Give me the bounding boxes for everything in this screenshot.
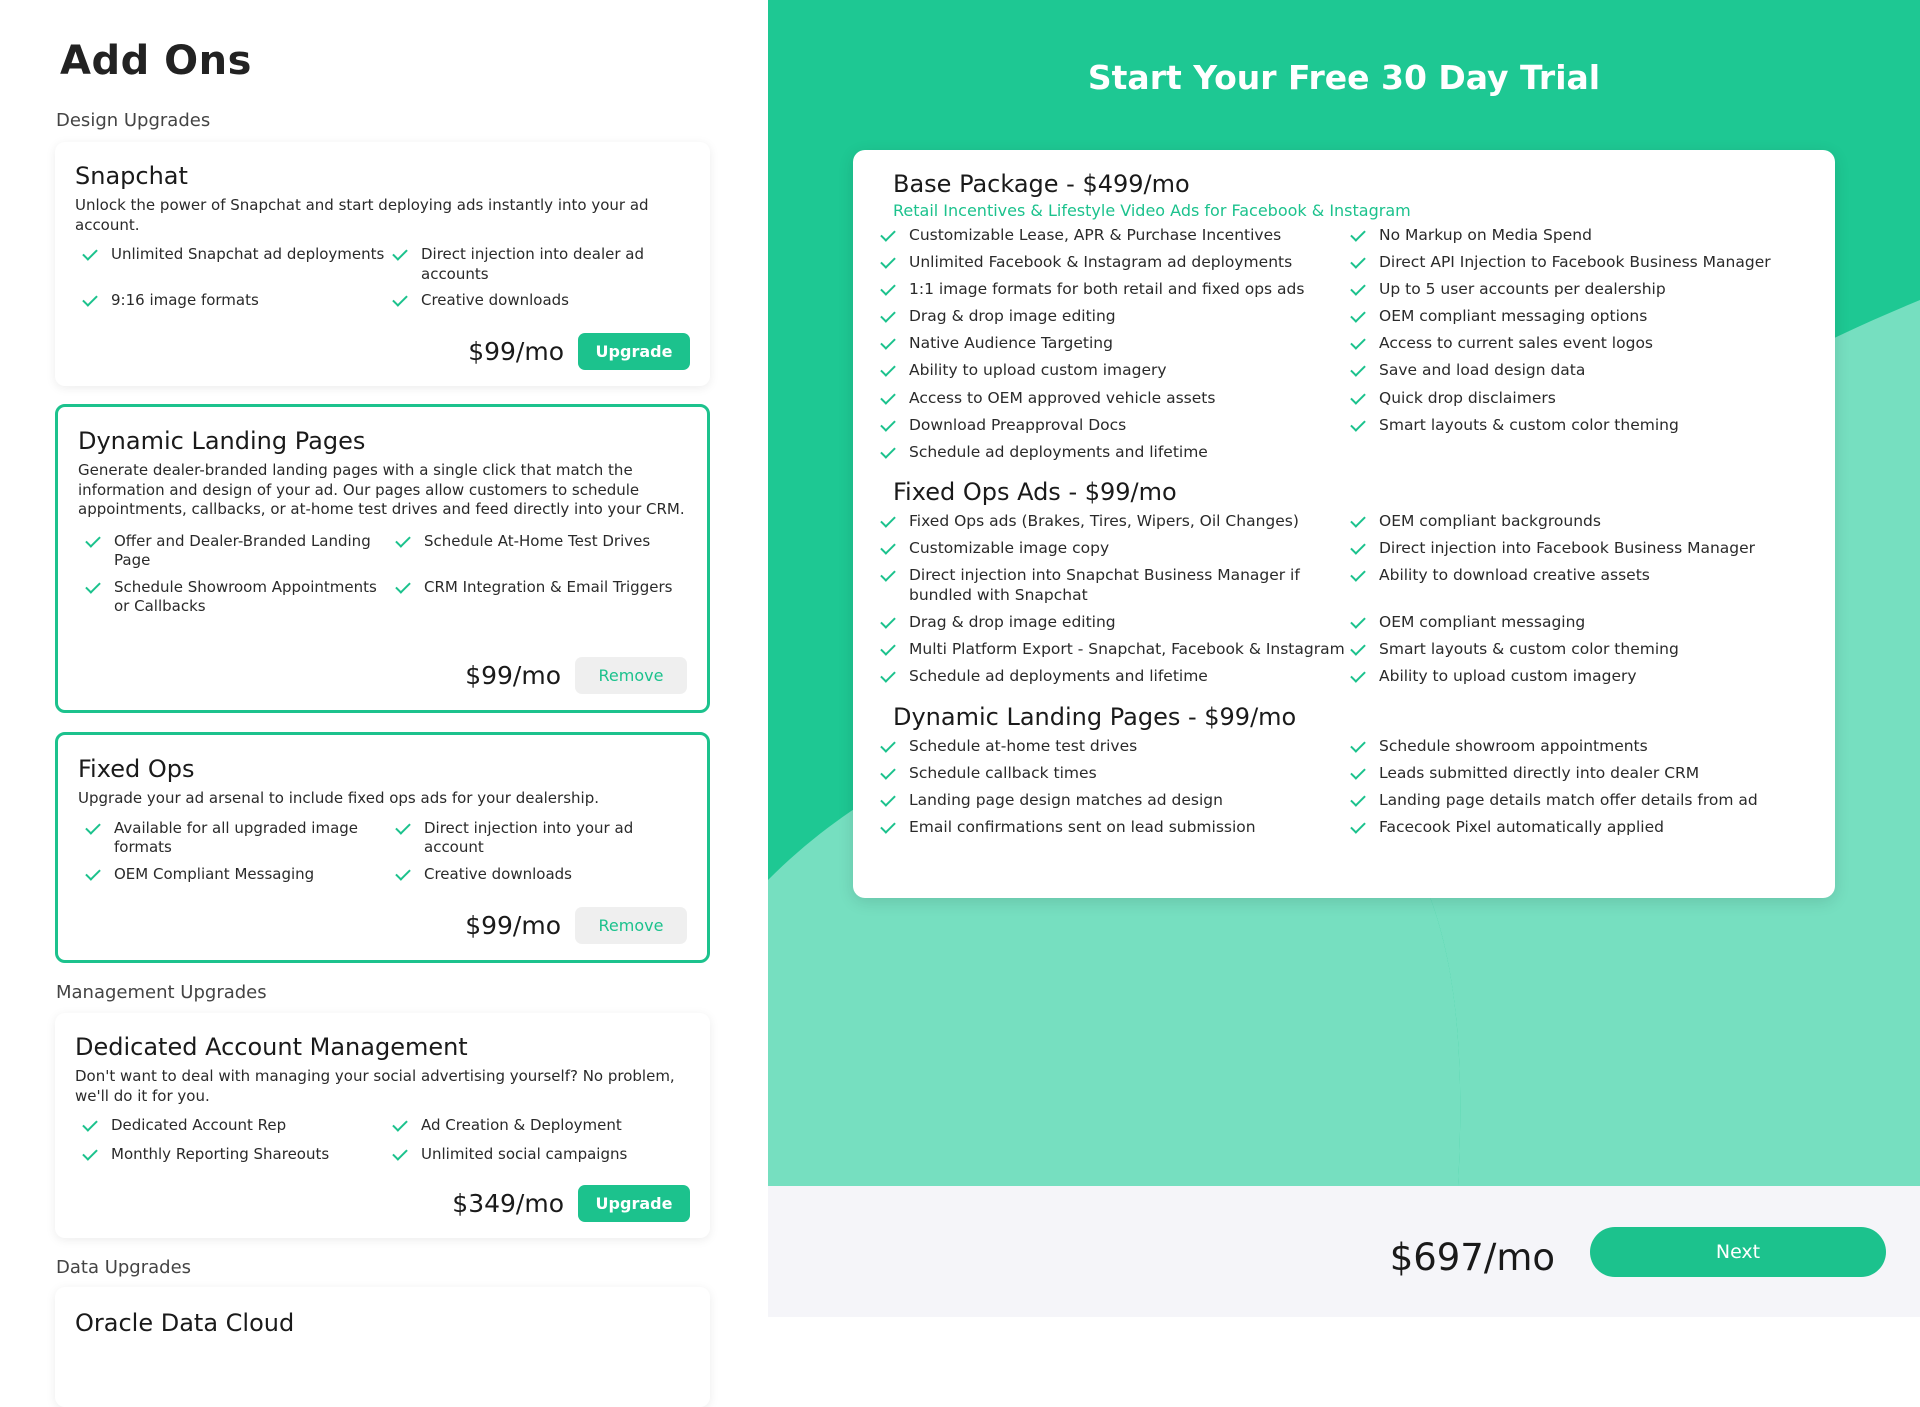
feature-item: Schedule showroom appointments <box>1348 737 1818 757</box>
card-title: Dedicated Account Management <box>75 1033 468 1061</box>
feature-item: Multi Platform Export - Snapchat, Facebook & Instagram <box>878 640 1348 660</box>
check-icon <box>880 764 896 780</box>
feature-item: Customizable Lease, APR & Purchase Incentives <box>878 226 1348 246</box>
feature-item: 9:16 image formats <box>75 291 385 311</box>
card-price: $349/mo <box>452 1189 564 1218</box>
check-icon <box>1350 567 1366 583</box>
check-icon <box>1350 389 1366 405</box>
check-icon <box>880 335 896 351</box>
check-icon <box>1350 737 1366 753</box>
card-description: Generate dealer-branded landing pages with a single click that match the information and design of your ad. Our pages allow customers to schedule appointments, callbacks, or at-home test drives and feed directly into your CRM. <box>78 461 685 518</box>
feature-item: Up to 5 user accounts per dealership <box>1348 280 1818 300</box>
feature-item: Available for all upgraded image formats <box>78 819 388 858</box>
trial-title: Start Your Free 30 Day Trial <box>1087 58 1601 97</box>
check-icon <box>880 253 896 269</box>
feature-item: Landing page details match offer details from ad <box>1348 791 1818 811</box>
check-icon <box>82 245 98 261</box>
upgrade-button-account-management[interactable]: Upgrade <box>578 1185 690 1222</box>
check-icon <box>1350 791 1366 807</box>
check-icon <box>880 791 896 807</box>
card-footer <box>465 907 687 944</box>
check-icon <box>880 226 896 242</box>
remove-button-landing-pages[interactable]: Remove <box>575 657 687 694</box>
feature-item: Offer and Dealer-Branded Landing Page <box>78 532 388 571</box>
feature-item: OEM Compliant Messaging <box>78 865 388 885</box>
feature-item: Monthly Reporting Shareouts <box>75 1145 385 1165</box>
check-icon <box>880 737 896 753</box>
feature-item: Smart layouts & custom color theming <box>1348 640 1818 660</box>
addons-panel <box>0 0 768 1337</box>
feature-item: Schedule Showroom Appointments or Callbacks <box>78 578 388 617</box>
feature-item: Direct injection into Snapchat Business Manager if bundled with Snapchat <box>878 566 1348 605</box>
card-price: $99/mo <box>465 661 561 690</box>
feature-item: Smart layouts & custom color theming <box>1348 416 1818 436</box>
feature-item: Drag & drop image editing <box>878 307 1348 327</box>
check-icon <box>395 819 411 835</box>
feature-item: No Markup on Media Spend <box>1348 226 1818 246</box>
check-icon <box>392 291 408 307</box>
check-icon <box>1350 253 1366 269</box>
page-title: Add Ons <box>60 38 252 84</box>
check-icon <box>880 567 896 583</box>
check-icon <box>1350 226 1366 242</box>
check-icon <box>1350 540 1366 556</box>
card-description: Upgrade your ad arsenal to include fixed ops ads for your dealership. <box>78 789 599 807</box>
feature-item: Access to current sales event logos <box>1348 334 1818 354</box>
check-icon <box>880 540 896 556</box>
base-feature-list <box>878 226 1805 462</box>
total-price: $697/mo <box>1389 1236 1555 1279</box>
feature-item: Ability to download creative assets <box>1348 566 1818 605</box>
check-icon <box>1350 362 1366 378</box>
check-icon <box>880 818 896 834</box>
feature-item: Save and load design data <box>1348 361 1818 381</box>
package-card <box>853 150 1835 898</box>
check-icon <box>1350 335 1366 351</box>
feature-item: Dedicated Account Rep <box>75 1116 385 1136</box>
feature-list <box>78 819 687 885</box>
check-icon <box>395 865 411 881</box>
feature-list <box>75 245 690 311</box>
card-title: Snapchat <box>75 162 188 190</box>
trial-panel <box>768 0 1920 1186</box>
feature-item: Ability to upload custom imagery <box>878 361 1348 381</box>
check-icon <box>880 389 896 405</box>
check-icon <box>392 245 408 261</box>
feature-item: OEM compliant backgrounds <box>1348 512 1818 532</box>
section-label-data: Data Upgrades <box>56 1257 192 1278</box>
feature-item: Ability to upload custom imagery <box>1348 667 1818 687</box>
feature-item: OEM compliant messaging <box>1348 613 1818 633</box>
feature-item: Download Preapproval Docs <box>878 416 1348 436</box>
package-subtitle-base: Retail Incentives & Lifestyle Video Ads for Facebook & Instagram <box>893 201 1411 220</box>
feature-list <box>78 532 687 617</box>
feature-item: Direct API Injection to Facebook Business Manager <box>1348 253 1818 273</box>
feature-item: Creative downloads <box>385 291 685 311</box>
feature-item: Leads submitted directly into dealer CRM <box>1348 764 1818 784</box>
feature-item: Ad Creation & Deployment <box>385 1116 685 1136</box>
check-icon <box>880 308 896 324</box>
feature-item: Schedule callback times <box>878 764 1348 784</box>
check-icon <box>1350 818 1366 834</box>
feature-item: Email confirmations sent on lead submission <box>878 818 1348 838</box>
card-price: $99/mo <box>465 911 561 940</box>
card-price: $99/mo <box>468 337 564 366</box>
addon-card-fixed-ops <box>55 732 710 963</box>
check-icon <box>1350 613 1366 629</box>
card-footer <box>468 333 690 370</box>
package-title-base: Base Package - $499/mo <box>893 170 1190 198</box>
check-icon <box>1350 280 1366 296</box>
addon-card-account-management <box>55 1013 710 1238</box>
next-button[interactable]: Next <box>1590 1227 1886 1277</box>
feature-item: Direct injection into Facebook Business Manager <box>1348 539 1818 559</box>
check-icon <box>880 416 896 432</box>
landing-feature-list <box>878 737 1805 838</box>
feature-item: Unlimited Snapchat ad deployments <box>75 245 385 284</box>
card-description: Unlock the power of Snapchat and start deploying ads instantly into your ad account. <box>75 196 649 234</box>
feature-item: Creative downloads <box>388 865 688 885</box>
feature-item: Landing page design matches ad design <box>878 791 1348 811</box>
feature-item: Schedule at-home test drives <box>878 737 1348 757</box>
check-icon <box>395 578 411 594</box>
addon-card-snapchat <box>55 142 710 386</box>
checkout-bar <box>768 1186 1920 1317</box>
check-icon <box>85 578 101 594</box>
check-icon <box>392 1116 408 1132</box>
check-icon <box>880 280 896 296</box>
section-label-design: Design Upgrades <box>56 110 211 131</box>
check-icon <box>880 640 896 656</box>
fixed-ops-feature-list <box>878 512 1805 686</box>
card-footer <box>465 657 687 694</box>
check-icon <box>1350 667 1366 683</box>
check-icon <box>880 613 896 629</box>
feature-item: Fixed Ops ads (Brakes, Tires, Wipers, Oil Changes) <box>878 512 1348 532</box>
addon-card-landing-pages <box>55 404 710 713</box>
feature-item: Schedule ad deployments and lifetime <box>878 667 1348 687</box>
feature-item: Schedule At-Home Test Drives <box>388 532 688 571</box>
check-icon <box>1350 640 1366 656</box>
feature-item: Facecook Pixel automatically applied <box>1348 818 1818 838</box>
check-icon <box>82 1116 98 1132</box>
check-icon <box>1350 512 1366 528</box>
check-icon <box>1350 764 1366 780</box>
feature-item: 1:1 image formats for both retail and fixed ops ads <box>878 280 1348 300</box>
feature-item: Direct injection into your ad account <box>388 819 688 858</box>
check-icon <box>1350 416 1366 432</box>
card-footer <box>452 1185 690 1222</box>
feature-item: Access to OEM approved vehicle assets <box>878 389 1348 409</box>
check-icon <box>82 1145 98 1161</box>
feature-item: Schedule ad deployments and lifetime <box>878 443 1348 463</box>
check-icon <box>85 865 101 881</box>
card-title: Oracle Data Cloud <box>75 1309 295 1337</box>
feature-item: Drag & drop image editing <box>878 613 1348 633</box>
card-title: Dynamic Landing Pages <box>78 427 366 455</box>
check-icon <box>395 532 411 548</box>
feature-item: Native Audience Targeting <box>878 334 1348 354</box>
check-icon <box>85 819 101 835</box>
feature-item: Quick drop disclaimers <box>1348 389 1818 409</box>
package-title-landing-pages: Dynamic Landing Pages - $99/mo <box>893 702 1297 731</box>
feature-item: Unlimited Facebook & Instagram ad deployments <box>878 253 1348 273</box>
card-description: Don't want to deal with managing your social advertising yourself? No problem, we'll do it for you. <box>75 1067 675 1105</box>
card-title: Fixed Ops <box>78 755 195 783</box>
check-icon <box>82 291 98 307</box>
check-icon <box>880 667 896 683</box>
section-label-management: Management Upgrades <box>56 982 267 1003</box>
check-icon <box>1350 308 1366 324</box>
feature-item: CRM Integration & Email Triggers <box>388 578 688 617</box>
feature-item: Direct injection into dealer ad accounts <box>385 245 685 284</box>
feature-item: Unlimited social campaigns <box>385 1145 685 1165</box>
package-title-fixed-ops: Fixed Ops Ads - $99/mo <box>893 478 1177 507</box>
remove-button-fixed-ops[interactable]: Remove <box>575 907 687 944</box>
check-icon <box>880 443 896 459</box>
check-icon <box>880 362 896 378</box>
check-icon <box>392 1145 408 1161</box>
feature-item: Customizable image copy <box>878 539 1348 559</box>
feature-list <box>75 1116 690 1164</box>
upgrade-button-snapchat[interactable]: Upgrade <box>578 333 690 370</box>
feature-item: OEM compliant messaging options <box>1348 307 1818 327</box>
addon-card-data <box>55 1287 710 1407</box>
check-icon <box>880 512 896 528</box>
check-icon <box>85 532 101 548</box>
